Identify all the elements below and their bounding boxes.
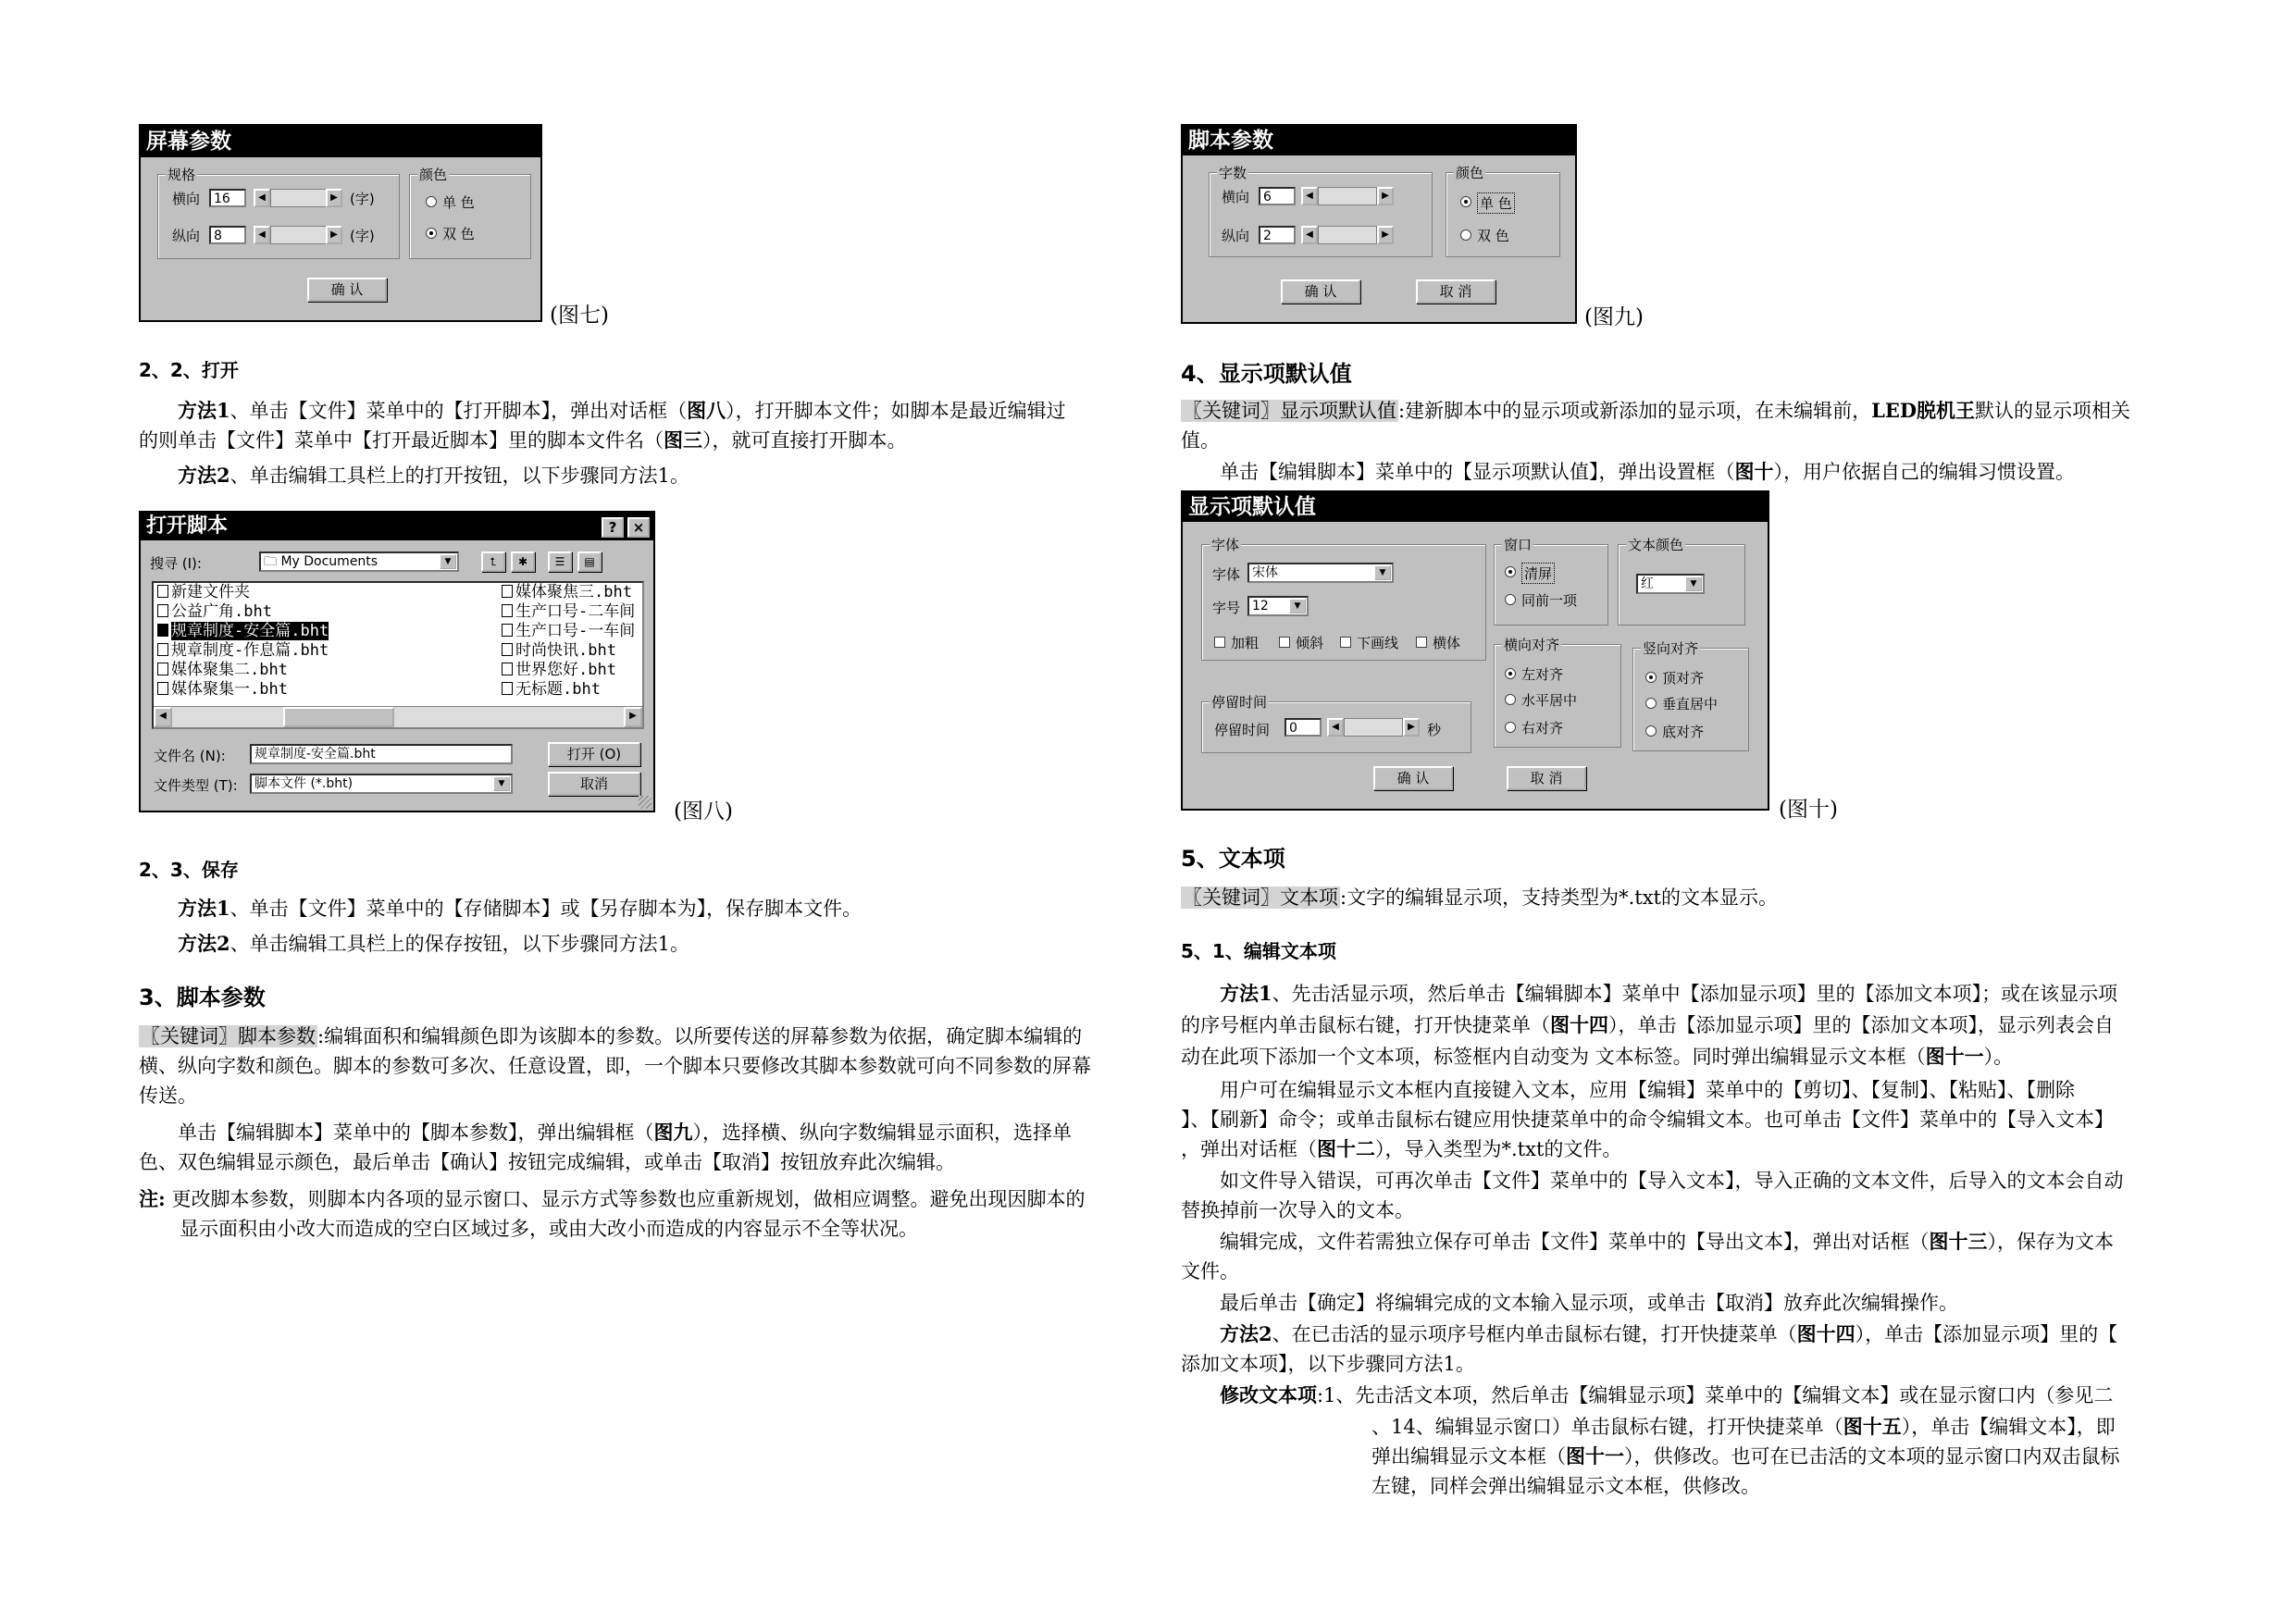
- scroll-left-button[interactable]: ◀: [254, 226, 270, 244]
- file-name: 时尚快讯.bht: [515, 641, 616, 660]
- filetype-select[interactable]: [250, 774, 513, 794]
- up-folder-button[interactable]: ⮤: [481, 551, 505, 572]
- group-label: 颜色: [419, 167, 448, 183]
- text: ），保存为文本: [1987, 1231, 2114, 1253]
- figure-ref: 图三: [664, 428, 702, 452]
- text: :建新脚本中的显示项或新添加的显示项，在未编辑前，: [1398, 400, 1872, 422]
- figure-ref: 图十: [1734, 460, 1774, 483]
- text: ），用户依据自己的编辑习惯设置。: [1773, 461, 2075, 483]
- text: 的则单击【文件】菜单中【打开最近脚本】里的脚本文件名（: [139, 429, 664, 452]
- horizontal-slider[interactable]: [270, 189, 328, 207]
- section-heading: 3、脚本参数: [139, 985, 266, 1010]
- method-label: 方法1: [178, 399, 230, 422]
- cancel-button[interactable]: 取消: [548, 772, 640, 796]
- align-hcenter-radio[interactable]: [1505, 694, 1516, 705]
- file-icon: [502, 663, 513, 675]
- scroll-left-button[interactable]: ◀: [1301, 187, 1318, 205]
- paragraph: [178, 1118, 1072, 1147]
- figure-ref: 图十四: [1796, 1322, 1855, 1345]
- search-location-value: My Documents: [280, 554, 379, 569]
- keyword-tag: 〖关键词〗显示项默认值: [1183, 400, 1396, 422]
- group-label: 规格: [168, 167, 196, 183]
- chevron-down-icon: ▼: [1289, 599, 1306, 613]
- text: 默认的显示项相关: [1975, 400, 2131, 422]
- text: :1、先击活文本项，然后单击【编辑显示项】菜单中的【编辑文本】或在显示窗口内（参见二: [1317, 1384, 2114, 1406]
- filetype-value: 脚本文件 (*.bht): [254, 776, 354, 791]
- keyword-tag: 〖关键词〗文本项: [1183, 886, 1338, 909]
- file-list[interactable]: [152, 581, 644, 729]
- vertical-slider[interactable]: [1318, 226, 1377, 244]
- file-icon: [157, 663, 168, 675]
- list-item[interactable]: [157, 622, 329, 641]
- figure-ref: 图十四: [1550, 1013, 1608, 1036]
- filename-label: 文件名 (N):: [154, 748, 226, 764]
- vertical-value-field[interactable]: 8: [209, 226, 246, 244]
- horizontal-label: 横向: [172, 191, 201, 207]
- text: ，弹出对话框（: [1181, 1138, 1317, 1160]
- note-label: 注:: [139, 1187, 166, 1210]
- confirm-button[interactable]: 确 认: [1373, 766, 1453, 790]
- scroll-right-button[interactable]: ▶: [1403, 718, 1420, 737]
- figure-caption: (图七): [550, 304, 609, 328]
- list-item[interactable]: [502, 622, 640, 641]
- font-select[interactable]: [1247, 563, 1394, 583]
- text: 单击【编辑脚本】菜单中的【显示项默认值】，弹出设置框（: [1220, 461, 1735, 483]
- section-heading: 2、3、保存: [139, 859, 239, 881]
- group-label: 字体: [1211, 537, 1240, 553]
- file-name: 媒体聚集一.bht: [171, 680, 288, 699]
- paragraph: 文件。: [1181, 1260, 1239, 1282]
- stay-time-slider[interactable]: [1344, 718, 1403, 737]
- file-name: 无标题.bht: [515, 680, 601, 699]
- figure-ref: 图八: [687, 399, 726, 422]
- stay-time-unit: 秒: [1427, 722, 1442, 738]
- figure-ref: 图十五: [1843, 1415, 1902, 1438]
- text: 编辑完成，文件若需独立保存可单击【文件】菜单中的【导出文本】，弹出对话框（: [1220, 1231, 1930, 1253]
- italic-label: 倾斜: [1296, 635, 1324, 651]
- resize-grip-icon[interactable]: [639, 796, 652, 809]
- bold-label: 加粗: [1231, 635, 1260, 651]
- file-name: 世界您好.bht: [515, 661, 616, 679]
- file-icon: [502, 682, 513, 695]
- paragraph: [178, 396, 1066, 426]
- note: 显示面积由小改大而造成的空白区域过多，或由大改小而造成的内容显示不全等状况。: [180, 1218, 918, 1240]
- text: 、单击编辑工具栏上的保存按钮，以下步骤同方法1。: [230, 933, 689, 955]
- align-right-radio[interactable]: [1505, 722, 1516, 733]
- text: 动在此项下添加一个文本项，标签框内自动变为 文本标签。同时弹出编辑显示文本框（: [1181, 1046, 1926, 1068]
- text: :编辑面积和编辑颜色即为该脚本的参数。以所要传送的屏幕参数为依据，确定脚本编辑的: [317, 1025, 1083, 1047]
- file-icon: [157, 682, 168, 695]
- figure-caption: (图八): [674, 799, 733, 824]
- text: ），单击【添加显示项】里的【添加文本项】，显示列表会自: [1608, 1014, 2114, 1036]
- dialog-title: 脚本参数: [1183, 126, 1575, 155]
- paragraph: [1220, 1227, 2114, 1257]
- same-as-previous-radio[interactable]: [1505, 594, 1516, 605]
- group-label: 字数: [1219, 165, 1247, 181]
- single-color-label: 单 色: [1477, 192, 1515, 214]
- open-button[interactable]: 打开 (O): [548, 742, 640, 766]
- filetype-label: 文件类型 (T):: [154, 777, 238, 794]
- file-icon: [157, 604, 168, 617]
- search-label: 搜寻 (I):: [150, 555, 202, 572]
- horizontal-scrollbar[interactable]: [154, 706, 642, 727]
- paragraph: [1181, 1010, 2114, 1040]
- text: ），选择横、纵向字数编辑显示面积，选择单: [692, 1121, 1072, 1144]
- vertical-label: 纵向: [1222, 228, 1250, 244]
- help-button[interactable]: ?: [602, 517, 624, 538]
- file-icon: [502, 585, 513, 598]
- file-icon: [157, 643, 168, 656]
- method-label: 方法2: [1220, 1322, 1272, 1345]
- align-vcenter-radio[interactable]: [1645, 698, 1657, 709]
- product-name: LED脱机王: [1871, 399, 1976, 422]
- section-heading: 5、1、编辑文本项: [1181, 940, 1336, 962]
- figure-caption: (图十): [1779, 798, 1838, 822]
- file-name: 公益广角.bht: [171, 602, 272, 621]
- method-label: 方法1: [178, 897, 230, 920]
- size-label: 字号: [1212, 600, 1241, 616]
- paragraph: 】、【刷新】命令；或单击鼠标右键应用快捷菜单中的命令编辑文本。也可单击【文件】菜单中的【导入文本】: [1181, 1109, 2114, 1131]
- file-name: 规章制度-作息篇.bht: [171, 641, 329, 660]
- file-name: 生产口号-一车间: [515, 622, 636, 640]
- group-label: 停留时间: [1211, 694, 1268, 711]
- details-view-button[interactable]: ▤: [577, 551, 602, 572]
- new-folder-button[interactable]: ✱: [511, 551, 535, 572]
- folder-icon: 🗀: [264, 554, 281, 569]
- file-icon: [502, 624, 513, 637]
- group-label: 颜色: [1456, 165, 1484, 181]
- text: 更改脚本参数，则脚本内各项的显示窗口、显示方式等参数也应重新规划，做相应调整。避免出现因脚本的: [171, 1188, 1086, 1210]
- paragraph: [1181, 1134, 1621, 1164]
- font-label: 字体: [1212, 566, 1241, 583]
- folder-icon: [157, 585, 168, 598]
- note: [139, 1184, 1085, 1214]
- open-script-dialog: [139, 511, 655, 812]
- screen-params-dialog: [139, 124, 542, 322]
- text: 单击【编辑脚本】菜单中的【脚本参数】，弹出编辑框（: [178, 1121, 654, 1144]
- align-top-label: 顶对齐: [1662, 670, 1705, 687]
- align-hcenter-label: 水平居中: [1521, 692, 1578, 709]
- text: 弹出编辑显示文本框（: [1371, 1445, 1566, 1468]
- paragraph: [1181, 883, 1778, 912]
- paragraph: [1371, 1412, 2116, 1442]
- paragraph: [1181, 1042, 2013, 1072]
- text: ），供修改。也可在已击活的文本项的显示窗口内双击鼠标: [1624, 1445, 2120, 1468]
- text: ），打开脚本文件；如脚本是最近编辑过: [726, 400, 1066, 422]
- vertical-value-field[interactable]: 2: [1259, 226, 1296, 244]
- align-left-label: 左对齐: [1521, 666, 1564, 683]
- paragraph: 用户可在编辑显示文本框内直接键入文本，应用【编辑】菜单中的【剪切】、【复制】、【粘贴】、【删除: [1220, 1079, 2075, 1101]
- list-item[interactable]: [157, 661, 288, 680]
- cancel-button[interactable]: 取 消: [1507, 766, 1586, 790]
- scroll-left-button[interactable]: ◀: [1327, 718, 1344, 737]
- search-location-select[interactable]: [259, 551, 459, 572]
- chevron-down-icon: ▼: [440, 554, 456, 569]
- size-select[interactable]: [1247, 596, 1309, 616]
- horizontal-label: 横体: [1433, 635, 1461, 651]
- align-left-radio[interactable]: [1505, 668, 1516, 679]
- text-color-select[interactable]: [1636, 574, 1705, 594]
- single-color-radio[interactable]: [426, 196, 437, 207]
- list-item[interactable]: [157, 641, 329, 661]
- filename-input[interactable]: 规章制度-安全篇.bht: [250, 744, 513, 764]
- paragraph: [178, 894, 862, 923]
- clear-screen-label: 清屏: [1521, 563, 1555, 584]
- text: ），单击【编辑文本】，即: [1901, 1416, 2116, 1438]
- text: 、在已击活的显示项序号框内单击鼠标右键，打开快捷菜单（: [1272, 1323, 1797, 1345]
- list-view-button[interactable]: ☰: [548, 551, 572, 572]
- text: 、单击【文件】菜单中的【打开脚本】，弹出对话框（: [230, 400, 688, 422]
- list-item[interactable]: [157, 602, 272, 622]
- list-item[interactable]: [502, 602, 640, 622]
- align-vcenter-label: 垂直居中: [1662, 696, 1719, 712]
- method-label: 方法2: [178, 464, 230, 487]
- figure-ref: 图十三: [1929, 1230, 1988, 1253]
- close-button[interactable]: ×: [627, 517, 650, 538]
- paragraph: 值。: [1181, 429, 1220, 452]
- paragraph: 左键，同样会弹出编辑显示文本框，供修改。: [1371, 1475, 1760, 1497]
- figure-ref: 图十二: [1317, 1137, 1375, 1160]
- paragraph: [1371, 1442, 2120, 1471]
- display-defaults-dialog: [1181, 490, 1769, 811]
- method-label: 方法1: [1220, 982, 1272, 1005]
- file-icon: [157, 624, 168, 637]
- figure-ref: 图十一: [1925, 1045, 1984, 1068]
- bold-checkbox[interactable]: [1214, 637, 1225, 648]
- chevron-down-icon: ▼: [493, 776, 510, 791]
- paragraph: 添加文本项】，以下步骤同方法1。: [1181, 1353, 1475, 1375]
- text: 、单击编辑工具栏上的打开按钮，以下步骤同方法1。: [230, 465, 689, 487]
- confirm-button[interactable]: 确 认: [307, 278, 387, 302]
- text: 、先击活显示项，然后单击【编辑脚本】菜单中【添加显示项】里的【添加文本项】；或在该显示项: [1272, 983, 2118, 1005]
- paragraph: 色、双色编辑显示颜色，最后单击【确认】按钮完成编辑，或单击【取消】按钮放弃此次编辑。: [139, 1151, 955, 1173]
- paragraph: 横、纵向字数和颜色。脚本的参数可多次、任意设置，即，一个脚本只要修改其脚本参数就可向不同参数的屏幕: [139, 1055, 1091, 1077]
- size-group: [157, 167, 400, 259]
- paragraph: 传送。: [139, 1084, 197, 1107]
- figure-caption: (图九): [1584, 305, 1644, 329]
- single-color-radio[interactable]: [1460, 196, 1471, 207]
- file-icon: [502, 643, 513, 656]
- vertical-label: 纵向: [172, 228, 201, 244]
- paragraph: [139, 426, 907, 455]
- group-label: 文本颜色: [1628, 537, 1684, 553]
- keyword-tag: 〖关键词〗脚本参数: [141, 1025, 316, 1047]
- stay-time-field[interactable]: 0: [1285, 718, 1322, 737]
- clear-screen-radio[interactable]: [1505, 566, 1516, 577]
- figure-ref: 图九: [653, 1121, 693, 1144]
- list-item[interactable]: [157, 583, 250, 602]
- vertical-unit: (字): [350, 228, 375, 244]
- paragraph: [1220, 1381, 2113, 1410]
- window-group: [1494, 537, 1608, 626]
- list-item[interactable]: [502, 661, 640, 680]
- list-item[interactable]: [157, 680, 288, 700]
- font-value: 宋体: [1252, 565, 1278, 580]
- section-heading: 4、显示项默认值: [1181, 361, 1352, 387]
- scroll-right-button[interactable]: ▶: [326, 189, 342, 207]
- scroll-left-button[interactable]: ◀: [154, 707, 172, 727]
- file-name: 新建文件夹: [171, 583, 250, 601]
- italic-checkbox[interactable]: [1279, 637, 1290, 648]
- text: 、单击【文件】菜单中的【存储脚本】或【另存脚本为】，保存脚本文件。: [230, 898, 863, 920]
- paragraph: [178, 461, 689, 490]
- method-label: 方法2: [178, 932, 230, 955]
- confirm-button[interactable]: 确 认: [1281, 279, 1360, 304]
- align-bottom-label: 底对齐: [1662, 724, 1705, 740]
- align-bottom-radio[interactable]: [1645, 725, 1657, 737]
- text: ），单击【添加显示项】里的【: [1855, 1323, 2118, 1345]
- color-value: 红: [1641, 576, 1654, 591]
- scroll-right-button[interactable]: ▶: [1377, 187, 1394, 205]
- paragraph: 最后单击【确定】将编辑完成的文本输入显示项，或单击【取消】放弃此次编辑操作。: [1220, 1292, 1958, 1314]
- paragraph: [1181, 396, 2130, 426]
- dialog-title: 屏幕参数: [141, 126, 540, 157]
- script-params-dialog: [1181, 124, 1577, 324]
- file-icon: [502, 604, 513, 617]
- scrollbar-thumb[interactable]: [283, 707, 394, 727]
- vertical-slider[interactable]: [270, 226, 328, 244]
- list-item[interactable]: [502, 641, 640, 661]
- scroll-left-button[interactable]: ◀: [254, 189, 270, 207]
- text: :文字的编辑显示项，支持类型为*.txt的文本显示。: [1340, 886, 1778, 909]
- section-heading: 5、文本项: [1181, 846, 1285, 872]
- chevron-down-icon: ▼: [1374, 565, 1391, 580]
- modify-label: 修改文本项: [1220, 1383, 1317, 1406]
- text: 、14、编辑显示窗口）单击鼠标右键，打开快捷菜单（: [1371, 1416, 1843, 1438]
- paragraph: 替换掉前一次导入的文本。: [1181, 1199, 1414, 1221]
- list-item[interactable]: [502, 583, 640, 602]
- horizontal-label: 横向: [1222, 189, 1250, 205]
- file-name: 规章制度-安全篇.bht: [171, 622, 329, 640]
- double-color-label: 双 色: [1477, 228, 1509, 244]
- paragraph: [1220, 1319, 2117, 1349]
- group-label: 窗口: [1504, 537, 1533, 553]
- underline-label: 下画线: [1357, 635, 1399, 651]
- align-top-radio[interactable]: [1645, 672, 1657, 683]
- scroll-left-button[interactable]: ◀: [1301, 226, 1318, 244]
- group-label: 竖向对齐: [1643, 640, 1699, 657]
- scroll-right-button[interactable]: ▶: [1377, 226, 1394, 244]
- text: ），就可直接打开脚本。: [702, 429, 907, 452]
- underline-checkbox[interactable]: [1340, 637, 1351, 648]
- paragraph: [1220, 979, 2117, 1009]
- horizontal-value-field[interactable]: 6: [1259, 187, 1296, 205]
- paragraph: [1220, 457, 2075, 487]
- color-group: [409, 167, 531, 259]
- dialog-title: 打开脚本: [141, 513, 653, 540]
- single-color-label: 单 色: [442, 194, 475, 211]
- list-item[interactable]: [502, 680, 640, 700]
- double-color-radio[interactable]: [426, 228, 437, 239]
- file-name: 媒体聚焦三.bht: [515, 583, 632, 601]
- align-right-label: 右对齐: [1521, 720, 1564, 737]
- section-heading: 2、2、打开: [139, 359, 239, 381]
- size-value: 12: [1252, 599, 1269, 613]
- group-label: 横向对齐: [1504, 637, 1560, 653]
- file-name: 生产口号-二车间: [515, 602, 636, 621]
- figure-ref: 图十一: [1566, 1444, 1624, 1468]
- file-name: 媒体聚集二.bht: [171, 661, 288, 679]
- text: ）。: [1983, 1046, 2014, 1068]
- double-color-label: 双 色: [442, 226, 475, 242]
- text: 的序号框内单击鼠标右键，打开快捷菜单（: [1181, 1014, 1550, 1036]
- same-as-previous-label: 同前一项: [1521, 592, 1578, 609]
- scroll-right-button[interactable]: ▶: [326, 226, 342, 244]
- dialog-title: 显示项默认值: [1183, 492, 1768, 522]
- horizontal-slider[interactable]: [1318, 187, 1377, 205]
- scroll-right-button[interactable]: ▶: [624, 707, 642, 727]
- horizontal-value-field[interactable]: 16: [209, 189, 246, 207]
- paragraph: 如文件导入错误，可再次单击【文件】菜单中的【导入文本】，导入正确的文本文件，后导入的文本会自动: [1220, 1170, 2124, 1192]
- paragraph: [178, 929, 689, 959]
- chevron-down-icon: ▼: [1685, 576, 1702, 591]
- stay-time-label: 停留时间: [1214, 722, 1271, 738]
- horizontal-unit: (字): [350, 191, 375, 207]
- double-color-radio[interactable]: [1460, 229, 1471, 241]
- horizontal-checkbox[interactable]: [1416, 637, 1427, 648]
- paragraph: [139, 1022, 1082, 1051]
- text: ），导入类型为*.txt的文件。: [1375, 1138, 1622, 1160]
- cancel-button[interactable]: 取 消: [1416, 279, 1496, 304]
